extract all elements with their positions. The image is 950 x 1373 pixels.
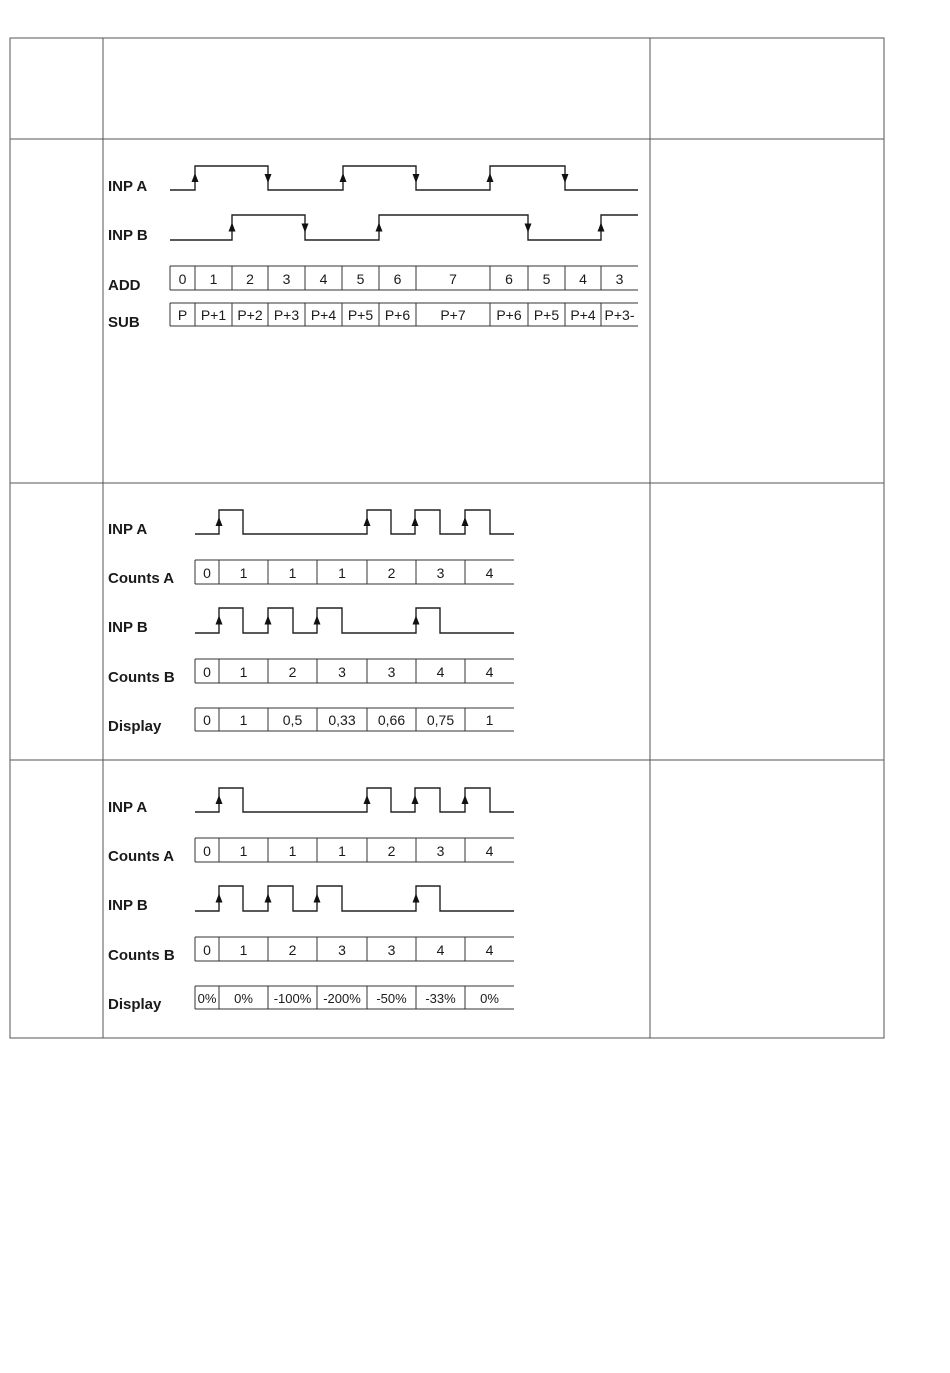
rising-edge-arrow-icon (462, 517, 469, 526)
sub-label: SUB (108, 314, 140, 331)
falling-edge-arrow-icon (302, 224, 309, 233)
counts-b-row (195, 937, 514, 961)
counter-value: -33% (425, 991, 456, 1006)
counter-value: 0 (203, 565, 211, 581)
rising-edge-arrow-icon (412, 517, 419, 526)
counter-value: 6 (505, 271, 513, 287)
counter-value: 4 (436, 664, 445, 680)
counter-value: 0,5 (282, 712, 303, 728)
counts-a-row (195, 838, 514, 862)
rising-edge-arrow-icon (462, 795, 469, 804)
counter-value: 0% (480, 991, 499, 1006)
rising-edge-arrow-icon (216, 616, 223, 625)
counter-value: P+1 (200, 307, 227, 323)
rising-edge-arrow-icon (413, 616, 420, 625)
rising-edge-arrow-icon (314, 616, 321, 625)
counter-value: 4 (319, 271, 328, 287)
counter-value: 1 (239, 843, 248, 859)
counter-value: P+5 (347, 307, 374, 323)
counter-value: P+7 (440, 307, 466, 323)
rising-edge-arrow-icon (376, 223, 383, 232)
rising-edge-arrow-icon (229, 223, 236, 232)
counter-value: 3 (436, 565, 445, 581)
counts-b-label: Counts B (108, 669, 175, 686)
counter-value: -50% (376, 991, 407, 1006)
counter-value: 0,33 (328, 712, 356, 728)
inp-b-edge-arrows (216, 616, 420, 625)
counter-value: 2 (387, 565, 396, 581)
counts-a-label: Counts A (108, 848, 175, 865)
inp-a-edge-arrows (216, 795, 469, 804)
falling-edge-arrow-icon (413, 174, 420, 183)
counter-value: 2 (288, 664, 297, 680)
counter-value: 2 (246, 271, 254, 287)
falling-edge-arrow-icon (525, 224, 532, 233)
rising-edge-arrow-icon (364, 795, 371, 804)
inp-b-label: INP B (108, 619, 148, 636)
display-row (195, 708, 514, 731)
inp-b-edge-arrows (229, 223, 605, 233)
sub-counter-row (170, 303, 638, 326)
counter-value: 1 (288, 843, 297, 859)
rising-edge-arrow-icon (192, 173, 199, 182)
counter-value: P+6 (384, 307, 411, 323)
counter-value: 0,66 (377, 712, 406, 728)
counter-value: 4 (485, 942, 494, 958)
counter-value: 4 (485, 843, 494, 859)
counter-value: 1 (239, 664, 248, 680)
rising-edge-arrow-icon (314, 894, 321, 903)
inp-a-label: INP A (108, 799, 148, 816)
counter-value: P (177, 307, 188, 323)
counter-value: 0 (203, 843, 211, 859)
counter-value: 3 (387, 664, 396, 680)
falling-edge-arrow-icon (265, 174, 272, 183)
counter-value: 0 (203, 712, 211, 728)
counts-b-row (195, 659, 514, 683)
quadrature-count-diagram (108, 166, 638, 331)
inp-a-edge-arrows (216, 517, 469, 526)
counts-a-row (195, 560, 514, 584)
inp-a-edge-arrows (192, 173, 569, 183)
counter-value: 3 (282, 271, 291, 287)
counter-value: 4 (485, 565, 494, 581)
rising-edge-arrow-icon (412, 795, 419, 804)
inp-b-edge-arrows (216, 894, 420, 903)
counter-value: 4 (436, 942, 445, 958)
counts-a-label: Counts A (108, 570, 175, 587)
display-label: Display (108, 718, 162, 735)
counter-value: P+3 (273, 307, 300, 323)
counter-value: 0,75 (426, 712, 455, 728)
ratio-diagram (108, 510, 514, 735)
rising-edge-arrow-icon (265, 894, 272, 903)
counter-value: 6 (393, 271, 402, 287)
counter-value: 3 (338, 942, 346, 958)
counter-value: 0 (203, 942, 211, 958)
display-row (195, 986, 514, 1009)
counter-value: 1 (239, 565, 248, 581)
counter-value: 1 (209, 271, 218, 287)
inp-b-label: INP B (108, 227, 148, 244)
counter-value: 1 (239, 712, 248, 728)
rising-edge-arrow-icon (340, 173, 347, 182)
counter-value: 5 (542, 271, 551, 287)
percentage-diagram (108, 788, 514, 1013)
counter-value: 0% (234, 991, 253, 1006)
counter-value: 0% (197, 991, 217, 1006)
inp-a-label: INP A (108, 178, 148, 195)
counter-value: 1 (338, 565, 346, 581)
add-label: ADD (108, 277, 141, 294)
counter-value: 5 (356, 271, 365, 287)
add-counter-row (170, 266, 638, 290)
inp-a-waveform (170, 166, 638, 190)
inp-a-label: INP A (108, 521, 148, 538)
counter-value: P+4 (570, 307, 596, 323)
counter-value: -200% (323, 991, 361, 1006)
inp-b-waveform (195, 886, 514, 911)
counter-value: P+3- (604, 307, 635, 323)
rising-edge-arrow-icon (598, 223, 605, 232)
rising-edge-arrow-icon (216, 894, 223, 903)
counter-value: 1 (338, 843, 346, 859)
counter-value: 7 (449, 271, 457, 287)
counter-value: 3 (615, 271, 624, 287)
counts-b-label: Counts B (108, 947, 175, 964)
counter-value: 1 (485, 712, 494, 728)
counter-value: 0 (178, 271, 187, 287)
inp-b-waveform (170, 215, 638, 240)
counter-value: P+4 (310, 307, 337, 323)
falling-edge-arrow-icon (562, 174, 569, 183)
counter-value: 2 (387, 843, 396, 859)
rising-edge-arrow-icon (487, 173, 494, 182)
counter-value: 1 (239, 942, 248, 958)
counter-value: 4 (485, 664, 494, 680)
counter-value: 0 (203, 664, 211, 680)
counter-value: 3 (436, 843, 445, 859)
rising-edge-arrow-icon (265, 616, 272, 625)
inp-b-waveform (195, 608, 514, 633)
rising-edge-arrow-icon (216, 795, 223, 804)
rising-edge-arrow-icon (413, 894, 420, 903)
counter-value: -100% (273, 991, 312, 1006)
counter-value: P+6 (496, 307, 522, 323)
inp-b-label: INP B (108, 897, 148, 914)
display-label: Display (108, 996, 162, 1013)
counter-value: 4 (579, 271, 587, 287)
counter-value: P+2 (237, 307, 263, 323)
rising-edge-arrow-icon (216, 517, 223, 526)
counter-value: 1 (288, 565, 297, 581)
counter-value: 2 (288, 942, 297, 958)
counter-value: P+5 (533, 307, 560, 323)
counter-value: 3 (387, 942, 396, 958)
counter-value: 3 (338, 664, 346, 680)
rising-edge-arrow-icon (364, 517, 371, 526)
